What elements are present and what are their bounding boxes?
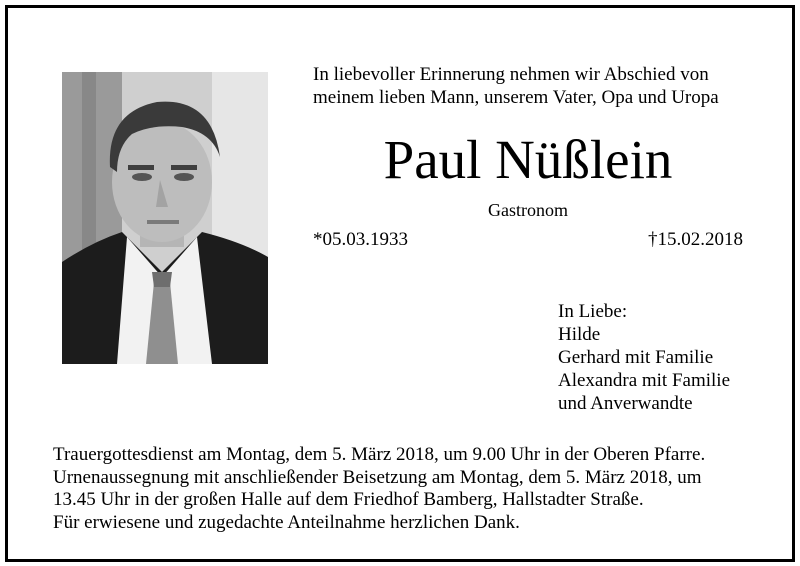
mourner-line: Hilde: [558, 324, 601, 345]
service-line: Trauergottesdienst am Montag, dem 5. März 2018, um 9.00 Uhr in der Oberen Pfarre.: [53, 444, 706, 465]
service-info: [53, 444, 783, 534]
portrait-photo: [62, 72, 268, 364]
intro-line: In liebevoller Erinnerung nehmen wir Abschied von: [313, 64, 709, 85]
service-line: Urnenaussegnung mit anschließender Beisetzung am Montag, dem 5. März 2018, um: [53, 466, 702, 488]
deceased-name: Paul Nüßlein: [383, 129, 673, 190]
death-date: †15.02.2018: [648, 229, 743, 250]
intro-text: [313, 63, 773, 109]
service-line: Für erwiesene und zugedachte Anteilnahme herzlichen Dank.: [53, 511, 520, 533]
birth-date: *05.03.1933: [313, 229, 408, 250]
profession: Gastronom: [488, 200, 568, 220]
service-line: 13.45 Uhr in der großen Halle auf dem Friedhof Bamberg, Hallstadter Straße.: [53, 489, 644, 510]
mourner-line: In Liebe:: [558, 301, 628, 322]
mourners-list: [558, 300, 730, 415]
mourner-line: Gerhard mit Familie: [558, 347, 714, 368]
mourner-line: Alexandra mit Familie: [558, 370, 731, 391]
intro-line: meinem lieben Mann, unserem Vater, Opa und Uropa: [313, 87, 719, 108]
mourner-line: und Anverwandte: [558, 393, 693, 414]
